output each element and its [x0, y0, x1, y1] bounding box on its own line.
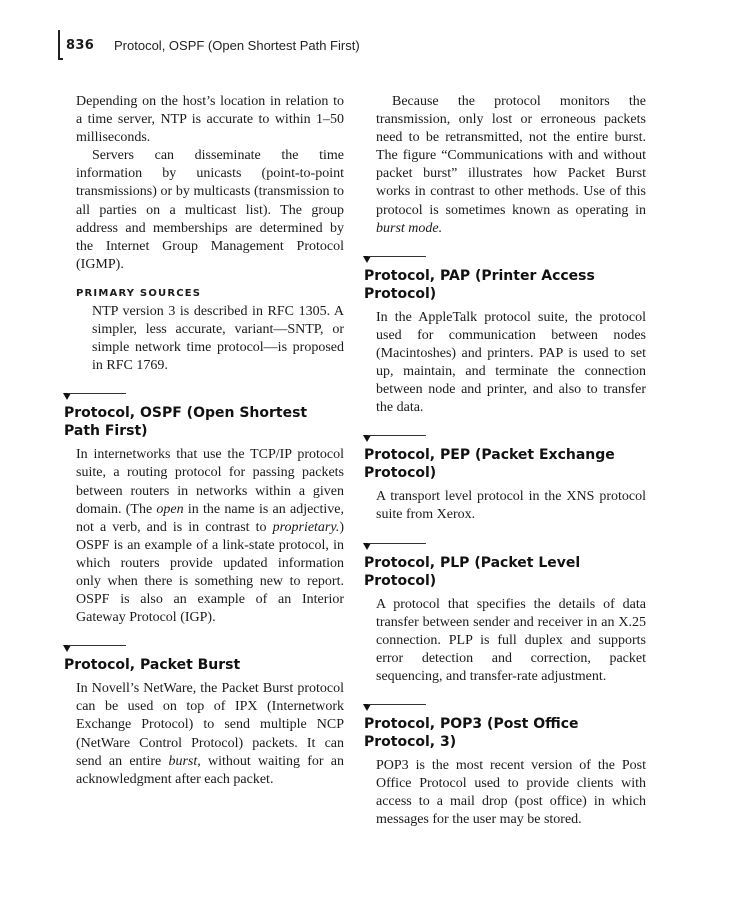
entry-marker [64, 391, 344, 401]
primary-sources-text: NTP version 3 is described in RFC 1305. A simpler, less accurate, variant—SNTP, or simple network time protocol—is proposed in RFC 1769. [92, 303, 344, 374]
entry-pop3 [364, 702, 646, 829]
entry-title: Protocol, POP3 (Post Office Protocol, 3) [364, 715, 579, 750]
entry-body: A protocol that specifies the details of data transfer between sender and receiver in an X.25 connection. PLP is full duplex and supports error detection and correction, packet sequencing, and transfer-rate adjustment. [376, 596, 646, 684]
entry-body: POP3 is the most recent version of the Post Office Protocol used to provide clients with access to a mail drop (post office) in which messages for the user may be stored. [376, 757, 646, 828]
triangle-marker-icon [363, 543, 371, 550]
entry-title: Protocol, OSPF (Open Shortest Path First) [64, 405, 308, 440]
page-header [58, 30, 698, 62]
entry-packet-burst [64, 643, 344, 789]
triangle-marker-icon [63, 393, 71, 400]
entry-title: Protocol, PEP (Packet Exchange Protocol) [364, 447, 615, 482]
entry-body: In the AppleTalk protocol suite, the protocol used for communication between nodes (Macintoshes) and printers. PAP is used to set up, maintain, and terminate the connection between node and printer, and also to transfer the data. [376, 309, 646, 416]
page-number: 836 [66, 38, 95, 53]
entry-pep [364, 433, 646, 524]
entry-title: Protocol, PAP (Printer Access Protocol) [364, 267, 595, 302]
right-column [364, 93, 646, 829]
primary-sources-heading: PRIMARY SOURCES [76, 287, 202, 299]
entry-marker [364, 433, 646, 443]
entry-marker [364, 254, 646, 264]
triangle-marker-icon [63, 645, 71, 652]
entry-pap [364, 254, 646, 418]
triangle-marker-icon [363, 435, 371, 442]
entry-body: In internetworks that use the TCP/IP protocol suite, a routing protocol for passing packets between routers in networks within a given domain. (The open in the name is an adjective, not a verb, and is in contrast to proprietary.) OSPF is an example of a link-state protocol, in which routers provide updated information only when there is something new to report. OSPF is also an example of an Interior Gateway Protocol (IGP). [76, 447, 345, 626]
entry-ospf [64, 391, 344, 627]
entry-body: A transport level protocol in the XNS protocol suite from Xerox. [376, 489, 646, 523]
paragraph: Servers can disseminate the time information by unicasts (point-to-point transmissions) or by multicasts (transmission to all parties on a multicast list). The group address and memberships are determined by the Internet Group Management Protocol (IGMP). [76, 148, 344, 272]
paragraph: Depending on the host’s location in relation to a time server, NTP is accurate to within 1–50 milliseconds. [76, 94, 344, 146]
entry-title: Protocol, Packet Burst [64, 657, 241, 674]
paragraph: Because the protocol monitors the transmission, only lost or erroneous packets need to be retransmitted, not the entire burst. The figure “Communications with and without packet burst” illustrates how Packet Burst works in contrast to other methods. Use of this protocol is sometimes known as operating in burst mode. [376, 94, 646, 236]
triangle-marker-icon [363, 256, 371, 263]
running-head: Protocol, OSPF (Open Shortest Path First) [114, 38, 360, 53]
entry-marker [364, 541, 646, 551]
left-column [64, 93, 344, 789]
entry-marker [364, 702, 646, 712]
triangle-marker-icon [363, 704, 371, 711]
entry-body: In Novell’s NetWare, the Packet Burst protocol can be used on top of IPX (Internetwork Exchange Protocol) to send multiple NCP (NetWare Control Protocol) packets. It can send an entire burst, without waiting for an acknowledgment after each packet. [76, 681, 344, 787]
entry-marker [64, 643, 344, 653]
entry-title: Protocol, PLP (Packet Level Protocol) [364, 554, 581, 589]
header-rule-foot [58, 58, 63, 60]
entry-plp [364, 541, 646, 686]
header-rule [58, 30, 60, 60]
